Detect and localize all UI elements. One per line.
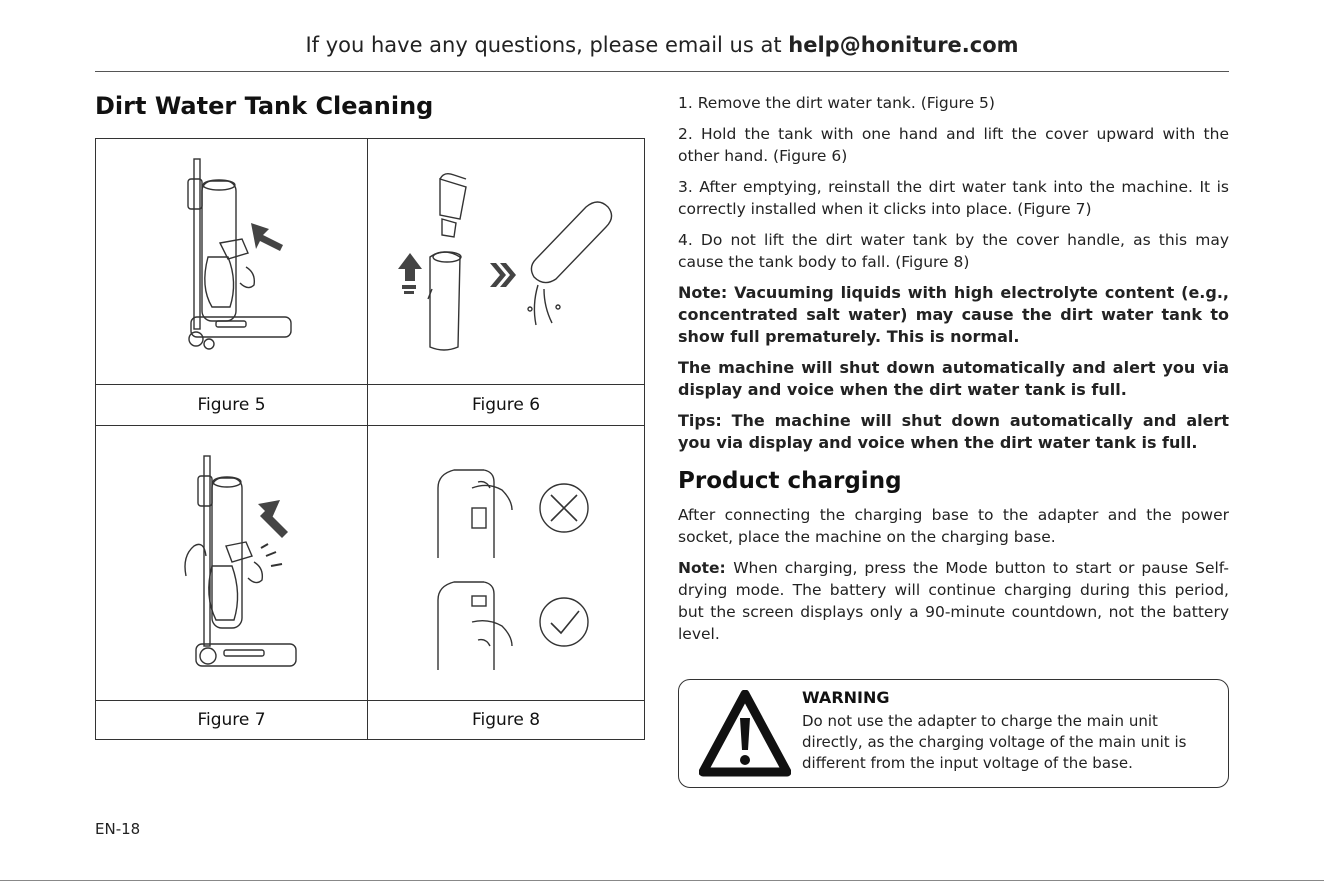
tips-text: The machine will shut down automatically and alert you via display and voice when the dirt water tank is full. xyxy=(678,411,1229,452)
step-3: 3. After emptying, reinstall the dirt water tank into the machine. It is correctly installed when it clicks into place. (Figure 7) xyxy=(678,178,1229,218)
figure-7-cell xyxy=(95,425,368,701)
charging-note-text: When charging, press the Mode button to start or pause Self-drying mode. The battery will continue charging during this period, but the screen displays only a 90-minute countdown, not the battery level. xyxy=(678,559,1229,643)
figure-5-cell xyxy=(95,138,368,385)
warning-body: Do not use the adapter to charge the main unit directly, as the charging voltage of the main unit is different from the input voltage of the base. xyxy=(802,712,1187,772)
charging-note xyxy=(678,557,1229,645)
step-4: 4. Do not lift the dirt water tank by the cover handle, as this may cause the tank body to fall. (Figure 8) xyxy=(678,231,1229,271)
page-number: EN-18 xyxy=(95,820,141,838)
figure-grid xyxy=(95,138,645,740)
figure-5-caption: Figure 5 xyxy=(95,384,368,426)
figure-6-caption: Figure 6 xyxy=(367,384,645,426)
warning-title: WARNING xyxy=(802,688,890,707)
support-email[interactable]: help@honiture.com xyxy=(788,33,1019,57)
tips-label: Tips: xyxy=(678,411,722,430)
tips xyxy=(678,410,1229,454)
figure-8-caption: Figure 8 xyxy=(367,700,645,740)
figure-6-cell xyxy=(367,138,645,385)
note-text: Vacuuming liquids with high electrolyte content (e.g., concentrated salt water) may cause the dirt water tank to show full prematurely. This is normal. xyxy=(678,283,1229,346)
tank-empty-illustration xyxy=(368,139,644,384)
warning-box xyxy=(678,679,1229,788)
header-divider xyxy=(95,71,1229,72)
vacuum-install-tank-illustration xyxy=(96,426,367,700)
bottom-divider xyxy=(0,880,1324,881)
charging-title: Product charging xyxy=(678,468,902,494)
vacuum-remove-tank-illustration xyxy=(96,139,367,384)
instructions-column xyxy=(678,92,1229,654)
note-electrolyte xyxy=(678,282,1229,348)
charging-note-label: Note: xyxy=(678,559,734,577)
page-header xyxy=(0,33,1324,57)
section-title: Dirt Water Tank Cleaning xyxy=(95,92,434,120)
figure-7-caption: Figure 7 xyxy=(95,700,368,740)
warning-triangle-icon xyxy=(699,690,791,778)
step-2: 2. Hold the tank with one hand and lift the cover upward with the other hand. (Figure 6) xyxy=(678,125,1229,165)
note-label: Note: xyxy=(678,283,735,302)
step-1: 1. Remove the dirt water tank. (Figure 5) xyxy=(678,94,995,112)
tank-handling-right-wrong-illustration xyxy=(368,426,644,700)
figure-8-cell xyxy=(367,425,645,701)
header-text: If you have any questions, please email us at xyxy=(305,33,789,57)
shutdown-notice: The machine will shut down automatically and alert you via display and voice when the dirt water tank is full. xyxy=(678,358,1229,399)
charging-text: After connecting the charging base to the adapter and the power socket, place the machine on the charging base. xyxy=(678,506,1229,546)
